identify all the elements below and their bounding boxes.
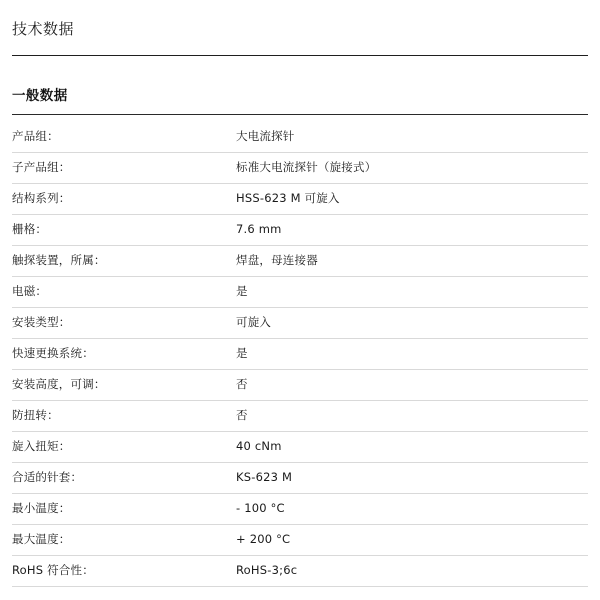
table-row xyxy=(12,121,588,152)
spec-value: 大电流探针 xyxy=(236,121,588,152)
page-title: 技术数据 xyxy=(12,20,75,38)
spec-value: 否 xyxy=(236,400,588,431)
table-row xyxy=(12,493,588,524)
spec-label: 产品组： xyxy=(12,121,236,152)
spec-value: 是 xyxy=(236,338,588,369)
spec-value: RoHS-3;6c xyxy=(236,555,588,586)
spec-label: 旋入扭矩： xyxy=(12,431,236,462)
table-row xyxy=(12,462,588,493)
spec-value: 标准大电流探针（旋接式） xyxy=(236,152,588,183)
table-row xyxy=(12,400,588,431)
spec-value: - 100 °C xyxy=(236,493,588,524)
spec-label: RoHS 符合性： xyxy=(12,555,236,586)
table-row xyxy=(12,369,588,400)
section-divider xyxy=(12,114,588,115)
spec-label: 防扭转： xyxy=(12,400,236,431)
table-row xyxy=(12,152,588,183)
table-row xyxy=(12,338,588,369)
spec-label: 快速更换系统： xyxy=(12,338,236,369)
table-row xyxy=(12,276,588,307)
table-row xyxy=(12,431,588,462)
spec-value: 40 cNm xyxy=(236,431,588,462)
spec-value: + 200 °C xyxy=(236,524,588,555)
spec-value: 是 xyxy=(236,276,588,307)
spec-label: 最小温度： xyxy=(12,493,236,524)
spec-label: 触探装置，所属： xyxy=(12,245,236,276)
spec-label: 合适的针套： xyxy=(12,462,236,493)
table-row xyxy=(12,524,588,555)
section-title: 一般数据 xyxy=(12,88,68,104)
spec-label: 栅格： xyxy=(12,214,236,245)
spec-label: 安装类型： xyxy=(12,307,236,338)
table-row xyxy=(12,245,588,276)
table-row xyxy=(12,555,588,586)
spec-label: 结构系列： xyxy=(12,183,236,214)
spec-value: 焊盘，母连接器 xyxy=(236,245,588,276)
spec-value: 可旋入 xyxy=(236,307,588,338)
spec-label: 子产品组： xyxy=(12,152,236,183)
spec-label: 最大温度： xyxy=(12,524,236,555)
spec-value: 否 xyxy=(236,369,588,400)
spec-label: 安装高度，可调： xyxy=(12,369,236,400)
table-row xyxy=(12,307,588,338)
specification-table xyxy=(12,121,588,587)
table-row xyxy=(12,183,588,214)
table-row xyxy=(12,214,588,245)
spec-value: HSS-623 M 可旋入 xyxy=(236,183,588,214)
spec-label: 电磁： xyxy=(12,276,236,307)
spec-value: KS-623 M xyxy=(236,462,588,493)
spec-value: 7.6 mm xyxy=(236,214,588,245)
